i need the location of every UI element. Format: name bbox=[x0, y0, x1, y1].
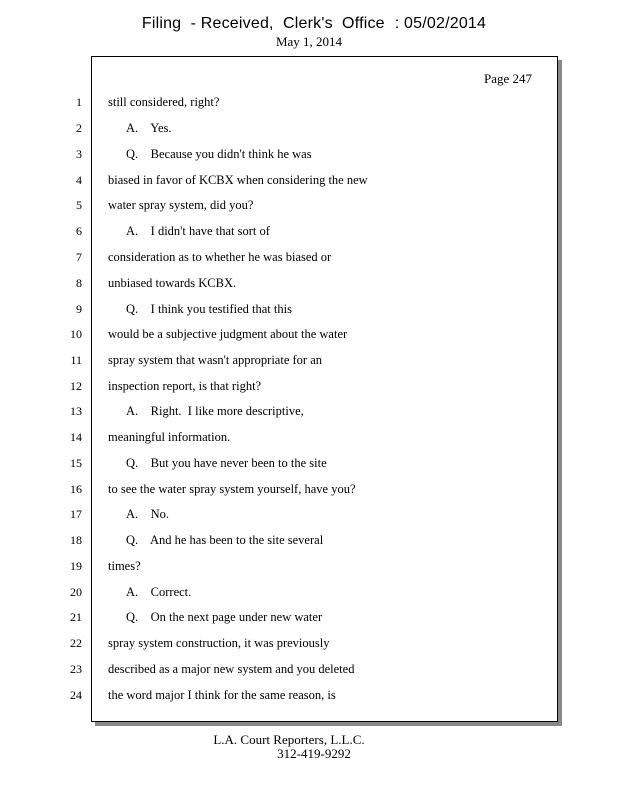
line-number: 24 bbox=[70, 688, 82, 702]
line-number: 3 bbox=[76, 147, 82, 161]
filing-received-text: Filing - Received, Clerk's Office bbox=[141, 15, 385, 32]
line-number: 5 bbox=[76, 198, 82, 212]
filing-date: : 05/02/2014 bbox=[394, 15, 487, 32]
reporter-phone: 312-419-9292 bbox=[277, 746, 351, 761]
line-number: 17 bbox=[70, 507, 82, 521]
line-number: 21 bbox=[70, 610, 82, 624]
transcript-date: May 1, 2014 bbox=[275, 34, 343, 49]
line-number: 18 bbox=[70, 533, 82, 547]
line-number: 12 bbox=[70, 379, 82, 393]
transcript-line: water spray system, did you? bbox=[108, 198, 254, 212]
reporter-company: L.A. Court Reporters, L.L.C. bbox=[213, 732, 365, 747]
line-number: 16 bbox=[70, 482, 82, 496]
line-number: 4 bbox=[76, 173, 82, 187]
transcript-line: Q. But you have never been to the site bbox=[126, 456, 327, 470]
transcript-line: Q. Because you didn't think he was bbox=[126, 147, 312, 161]
transcript-line: the word major I think for the same reason, is bbox=[108, 688, 336, 702]
line-number: 22 bbox=[70, 636, 82, 650]
transcript-line: biased in favor of KCBX when considering the new bbox=[108, 173, 368, 187]
filing-stamp bbox=[0, 14, 618, 34]
line-number: 15 bbox=[70, 456, 82, 470]
line-number: 13 bbox=[70, 404, 82, 418]
transcript-line: described as a major new system and you deleted bbox=[108, 662, 355, 676]
page-number: Page 247 bbox=[484, 71, 533, 86]
transcript-line: times? bbox=[108, 559, 141, 573]
transcript-line: A. I didn't have that sort of bbox=[126, 224, 270, 238]
line-number: 2 bbox=[76, 121, 82, 135]
transcript-line: still considered, right? bbox=[108, 95, 220, 109]
transcript-line: A. Yes. bbox=[126, 121, 172, 135]
line-number: 6 bbox=[76, 224, 82, 238]
line-number: 9 bbox=[76, 302, 82, 316]
transcript-line: unbiased towards KCBX. bbox=[108, 276, 237, 290]
transcript-line: A. Correct. bbox=[126, 585, 192, 599]
transcript-line: inspection report, is that right? bbox=[108, 379, 262, 393]
line-number: 8 bbox=[76, 276, 82, 290]
line-number: 14 bbox=[70, 430, 82, 444]
line-number: 19 bbox=[70, 559, 82, 573]
transcript-line: to see the water spray system yourself, have you? bbox=[108, 482, 356, 496]
line-number: 11 bbox=[70, 353, 82, 367]
transcript-line: Q. On the next page under new water bbox=[126, 610, 323, 624]
transcript-line: A. Right. I like more descriptive, bbox=[126, 404, 304, 418]
transcript-line: Q. And he has been to the site several bbox=[126, 533, 324, 547]
transcript-line: spray system construction, it was previously bbox=[108, 636, 330, 650]
transcript-line: spray system that wasn't appropriate for an bbox=[108, 353, 322, 367]
line-number: 20 bbox=[70, 585, 82, 599]
line-number: 1 bbox=[76, 95, 82, 109]
line-number: 23 bbox=[70, 662, 82, 676]
line-number: 7 bbox=[76, 250, 82, 264]
transcript-line: Q. I think you testified that this bbox=[126, 302, 292, 316]
line-number: 10 bbox=[70, 327, 82, 341]
transcript-line: consideration as to whether he was biased or bbox=[108, 250, 332, 264]
transcript-line: meaningful information. bbox=[108, 430, 231, 444]
transcript-line: would be a subjective judgment about the water bbox=[108, 327, 348, 341]
transcript-line: A. No. bbox=[126, 507, 170, 521]
